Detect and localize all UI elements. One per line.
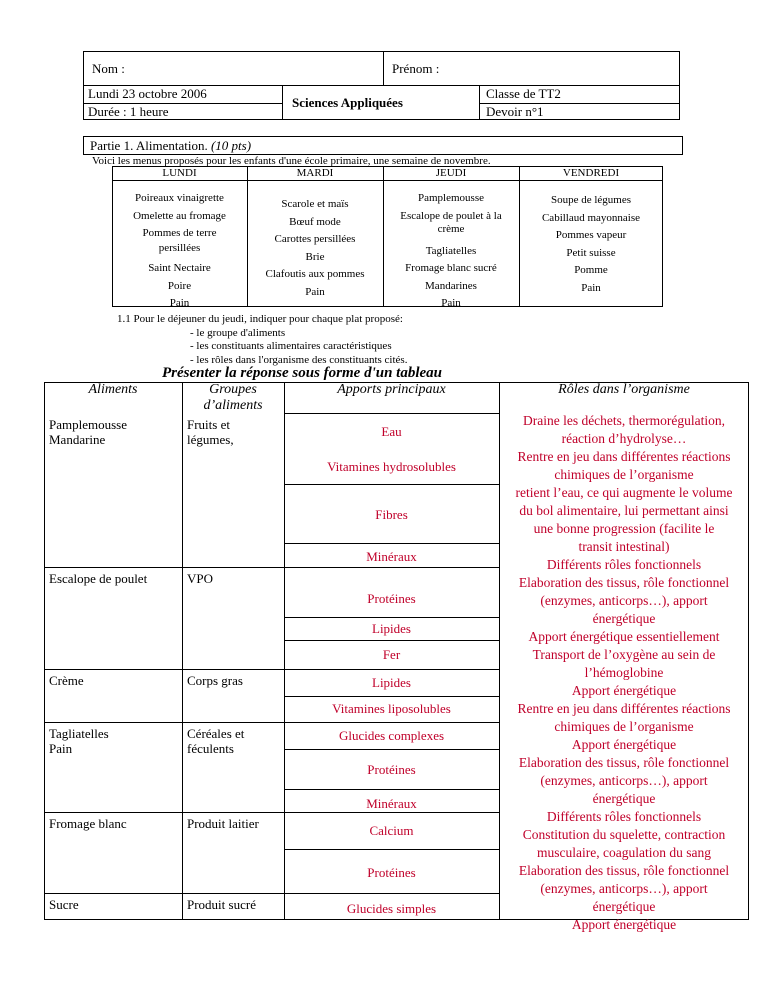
apport-vitamines-lipo: Vitamines liposolubles [332, 701, 451, 716]
header-roles: Rôles dans l’organisme [558, 382, 690, 397]
question-block [117, 313, 407, 367]
role-line: Elaboration des tissus, rôle fonctionnel [518, 755, 730, 770]
apport-proteines: Protéines [367, 865, 416, 880]
groupe-sucre: Produit sucré [187, 897, 256, 912]
groupe-cereales [187, 726, 244, 756]
menu-item: Brie [305, 250, 325, 263]
devoir-label: Devoir n°1 [486, 104, 544, 119]
aliment-text: Pain [49, 741, 73, 756]
partie-points: (10 pts) [210, 138, 252, 153]
groupe-laitier: Produit laitier [187, 816, 259, 831]
apport-calcium: Calcium [369, 823, 414, 838]
menu-item: Clafoutis aux pommes [265, 268, 365, 280]
menu-item: Pain [305, 285, 325, 298]
menu-item: Omelette au fromage [133, 209, 226, 222]
role-line: réaction d’hydrolyse… [561, 431, 687, 446]
header-groupes-line: d’aliments [203, 398, 263, 413]
apport-lipides: Lipides [372, 621, 411, 636]
menu-item: Bœuf mode [289, 215, 341, 228]
role-line: énergétique [592, 899, 656, 914]
groupe-text: Fruits et [187, 417, 230, 432]
role-line: du bol alimentaire, lui permettant ainsi [519, 503, 729, 518]
aliment-escalope: Escalope de poulet [49, 571, 148, 586]
role-line: Apport énergétique [571, 683, 677, 698]
role-line: chimiques de l’organisme [554, 467, 694, 482]
menu-item: Escalope de poulet à la [400, 209, 502, 222]
groupe-text: légumes, [187, 432, 234, 447]
table-title: Présenter la réponse sous forme d'un tableau [162, 365, 443, 381]
day-jeudi: JEUDI [435, 167, 467, 179]
aliment-pamplemousse [49, 417, 127, 447]
role-line: Apport énergétique essentiellement [528, 629, 720, 644]
apport-eau: Eau [381, 424, 402, 439]
role-line: retient l’eau, ce qui augmente le volume [515, 485, 733, 500]
role-line: Apport énergétique [571, 737, 677, 752]
menu-item: Pamplemousse [418, 192, 484, 204]
question-bullet: - les constituants alimentaires caractéristiques [190, 340, 392, 352]
date-label: Lundi 23 octobre 2006 [88, 86, 207, 101]
apport-fer: Fer [382, 647, 401, 662]
classe-label: Classe de TT2 [486, 86, 561, 101]
header-groupes [182, 382, 284, 414]
role-line: Différents rôles fonctionnels [546, 809, 702, 824]
aliment-text: Pamplemousse [49, 417, 127, 432]
roles-column [499, 412, 749, 934]
menu-item: Saint Nectaire [148, 262, 211, 274]
menu-item: Poire [167, 279, 192, 292]
menu-item: Pain [581, 281, 601, 294]
role-line: Différents rôles fonctionnels [546, 557, 702, 572]
nom-label: Nom : [92, 61, 125, 76]
role-line: Constitution du squelette, contraction [522, 827, 726, 842]
role-line: musculaire, coagulation du sang [537, 845, 711, 860]
role-line: Elaboration des tissus, rôle fonctionnel [518, 863, 730, 878]
apport-glucides-complexes: Glucides complexes [338, 728, 445, 743]
day-mardi: MARDI [296, 167, 334, 179]
header-apports: Apports principaux [337, 382, 446, 397]
role-line: énergétique [592, 791, 656, 806]
menu-item: Tagliatelles [425, 244, 477, 257]
apport-proteines: Protéines [367, 591, 416, 606]
role-line: (enzymes, anticorps…), apport [540, 593, 708, 608]
menu-item: Pain [169, 297, 190, 309]
menu-item: crème [437, 223, 465, 235]
day-lundi: LUNDI [162, 167, 197, 179]
menu-item: Carottes persillées [274, 233, 356, 245]
menu-item: Pomme [574, 264, 608, 276]
aliment-fromage: Fromage blanc [49, 816, 127, 831]
aliment-text: Tagliatelles [49, 726, 109, 741]
question-bullet: - le groupe d'aliments [190, 326, 286, 339]
apport-lipides: Lipides [372, 675, 411, 690]
role-line: Rentre en jeu dans différentes réactions [517, 701, 731, 716]
header-aliments: Aliments [88, 382, 138, 397]
aliment-text: Mandarine [49, 432, 106, 447]
role-line: transit intestinal) [578, 539, 670, 554]
menu-item: Cabillaud mayonnaise [541, 211, 641, 224]
subject-title: Sciences Appliquées [292, 95, 403, 110]
groupe-text: féculents [187, 741, 234, 756]
menu-item: Poireaux vinaigrette [135, 192, 224, 204]
role-line: Draine les déchets, thermorégulation, [522, 413, 726, 428]
role-line: Elaboration des tissus, rôle fonctionnel [518, 575, 730, 590]
apport-mineraux: Minéraux [366, 549, 417, 564]
question-line: 1.1 Pour le déjeuner du jeudi, indiquer pour chaque plat proposé: [117, 313, 403, 325]
apport-vitamines-hydro: Vitamines hydrosolubles [327, 459, 456, 474]
role-line: Rentre en jeu dans différentes réactions [517, 449, 731, 464]
duree-label: Durée : 1 heure [88, 104, 169, 119]
menu-vendredi [519, 192, 663, 297]
menu-lundi [112, 190, 247, 313]
question-bullet: - les rôles dans l'organisme des constituants cités. [190, 353, 408, 366]
role-line: (enzymes, anticorps…), apport [540, 881, 708, 896]
apport-fibres: Fibres [375, 507, 408, 522]
apport-glucides-simples: Glucides simples [346, 901, 437, 916]
menu-item: Pain [441, 297, 461, 309]
role-line: chimiques de l’organisme [554, 719, 694, 734]
role-line: (enzymes, anticorps…), apport [540, 773, 708, 788]
menu-item: Petit suisse [566, 246, 616, 259]
aliment-sucre: Sucre [49, 897, 79, 912]
intro-text: Voici les menus proposés pour les enfants d'une école primaire, une semaine de novembre. [92, 155, 491, 167]
groupe-fruits [187, 417, 234, 447]
menu-item: Fromage blanc sucré [405, 262, 497, 274]
aliment-creme: Crème [49, 673, 84, 688]
role-line: Apport énergétique [571, 917, 677, 932]
aliment-tagliatelles [49, 726, 109, 756]
day-vendredi: VENDREDI [562, 167, 620, 179]
role-line: une bonne progression (facilite le [533, 521, 715, 536]
menu-jeudi [383, 190, 519, 313]
menu-item: Mandarines [425, 279, 477, 292]
menu-mardi [247, 196, 383, 301]
menu-item: Scarole et maïs [281, 198, 349, 210]
partie-title [90, 138, 251, 154]
menu-item: Pommes vapeur [555, 229, 627, 241]
prenom-label: Prénom : [392, 61, 440, 76]
groupe-vpo: VPO [187, 571, 214, 586]
role-line: Transport de l’oxygène au sein de [532, 647, 716, 662]
menu-item: Pommes de terre [142, 227, 217, 239]
header-groupes-line: Groupes [209, 382, 257, 397]
menu-item: persillées [158, 241, 201, 254]
menu-item: Soupe de légumes [550, 194, 632, 206]
groupe-text: Céréales et [187, 726, 245, 741]
apport-mineraux: Minéraux [366, 796, 417, 811]
role-line: énergétique [592, 611, 656, 626]
groupe-corps: Corps gras [187, 673, 243, 688]
role-line: l’hémoglobine [584, 665, 664, 680]
partie-title-text: Partie 1. Alimentation. [90, 138, 208, 153]
apport-proteines: Protéines [367, 762, 416, 777]
